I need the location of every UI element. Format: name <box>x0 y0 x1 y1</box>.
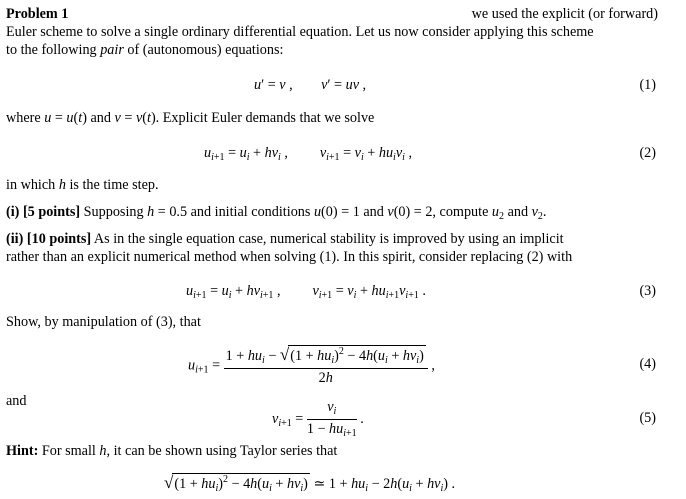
problem-title: Problem 1 <box>6 6 69 22</box>
eq5-number: (5) <box>639 410 656 426</box>
equation-1: u′ = v , v′ = uv , <box>254 77 367 93</box>
equation-5: $v_{i+1}$ = $\frac{v_i}{1 - hu_{i+1}}$ . <box>272 399 364 439</box>
intro-line-2: Euler scheme to solve a single ordinary differential equation. Let us now consider applying this scheme <box>6 24 594 40</box>
intro-line-3: to the following pair of (autonomous) equations: <box>6 42 284 58</box>
eq4-number: (4) <box>639 356 656 372</box>
eq1-number: (1) <box>639 77 656 93</box>
hint-equation: $√(1 + hu_i)^2 - 4h(u_i + hv_i)$ ≃ $1 + hu_i - 2h(u_i + hv_i)$ . <box>164 473 456 494</box>
part-ii-line-1: (ii) [10 points] As in the single equation case, numerical stability is improved by using an implicit <box>6 231 564 247</box>
eq2-number: (2) <box>639 145 656 161</box>
equation-3: $u_{i+1} = u_i + hv_{i+1}$ , $v_{i+1} = v_i + hu_{i+1}v_{i+1}$ . <box>186 283 426 301</box>
show-line: Show, by manipulation of (3), that <box>6 314 201 330</box>
part-ii-line-2: rather than an explicit numerical method when solving (1). In this spirit, consider replacing (2) with <box>6 249 573 265</box>
and-text: and <box>6 393 27 409</box>
timestep-line: in which h is the time step. <box>6 177 159 193</box>
where-line: where u = u(t) and v = v(t). Explicit Euler demands that we solve <box>6 110 375 126</box>
header-right-text: we used the explicit (or forward) <box>471 6 658 22</box>
pair-emphasis: pair <box>100 42 124 58</box>
hint-line: Hint: For small h, it can be shown using Taylor series that <box>6 443 338 459</box>
part-i: (i) [5 points] Supposing h = 0.5 and initial conditions u(0) = 1 and v(0) = 2, compute $u_2$ and $v_2$. <box>6 204 547 222</box>
equation-2: $u_{i+1} = u_i + hv_i$ , $v_{i+1} = v_i + hu_iv_i$ , <box>204 145 413 163</box>
eq3-number: (3) <box>639 283 656 299</box>
equation-4: $u_{i+1}$ = $\frac{1 + hu_i - √(1 + hu_i)^2 - 4h(u_i + hv_i)}{2h}$ , <box>188 345 435 386</box>
